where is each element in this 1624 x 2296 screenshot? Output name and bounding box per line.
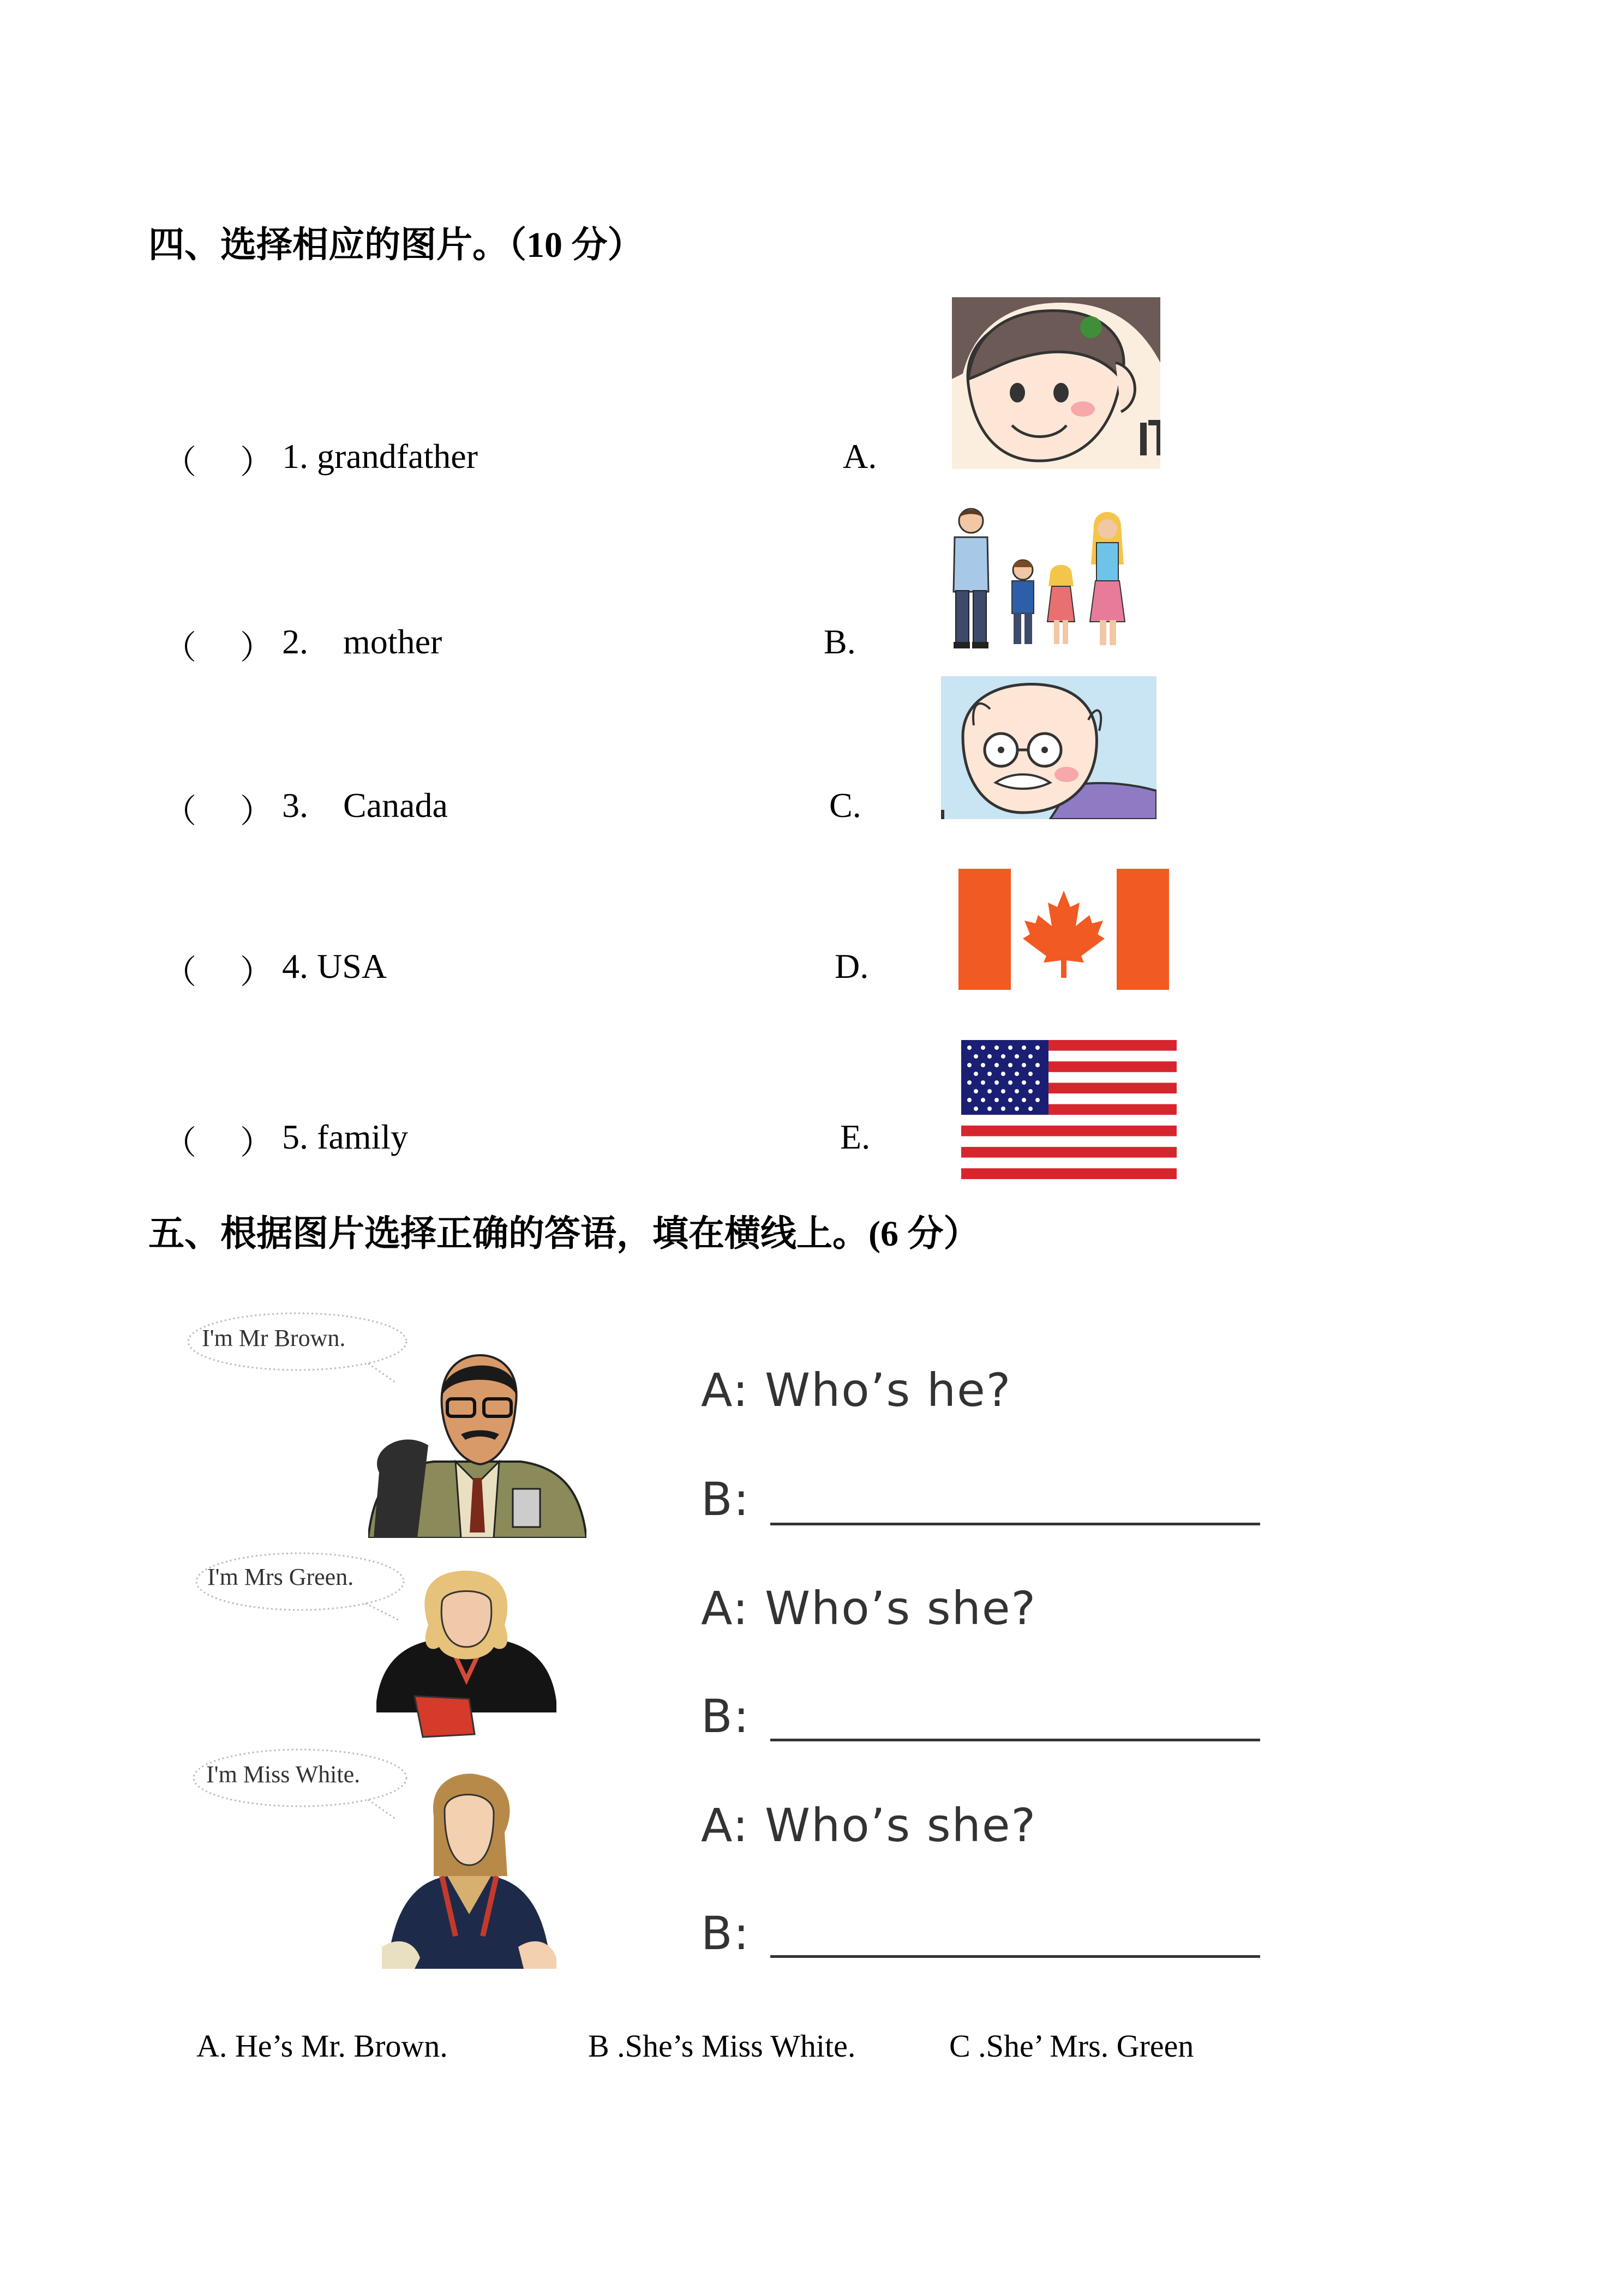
option-letter-c: C.	[829, 786, 861, 825]
answer-option-c: C .She’ Mrs. Green	[949, 2028, 1194, 2064]
answer-option-a: A. He’s Mr. Brown.	[196, 2028, 448, 2064]
mother-face-picture	[952, 297, 1160, 469]
answer-paren-close-4: ）	[240, 954, 273, 990]
option-letter-a: A.	[843, 437, 877, 476]
dialogue-question-1: A: Who’s he?	[701, 1363, 1012, 1417]
bubble-text-2: I'm Mrs Green.	[207, 1564, 354, 1590]
answer-line-1[interactable]	[770, 1523, 1260, 1525]
question-text-5: 5. family	[282, 1117, 409, 1156]
answer-paren-open-4[interactable]: （	[164, 954, 196, 990]
canada-flag-picture	[958, 869, 1169, 990]
dialogue-b-label-3: B:	[701, 1907, 750, 1960]
bubble-text-3: I'm Miss White.	[206, 1761, 361, 1788]
question-text-4: 4. USA	[282, 947, 387, 985]
dialogue-question-3: A: Who’s she?	[701, 1799, 1037, 1852]
answer-paren-close-1: ）	[240, 444, 273, 480]
answer-paren-open-3[interactable]: （	[164, 794, 196, 830]
dialogue-b-label-1: B:	[701, 1472, 750, 1526]
answer-option-b: B .She’s Miss White.	[588, 2028, 856, 2064]
mrs-green-picture	[376, 1571, 556, 1740]
answer-paren-close-2: ）	[240, 630, 273, 666]
dialogue-b-label-2: B:	[701, 1690, 750, 1743]
answer-paren-close-3: ）	[240, 794, 273, 830]
option-letter-d: D.	[835, 947, 869, 985]
answer-paren-open-1[interactable]: （	[164, 444, 196, 480]
mr-brown-picture	[368, 1353, 586, 1538]
family-picture	[938, 504, 1146, 652]
section-4-heading: 四、选择相应的图片。（10 分）	[148, 225, 644, 265]
answer-paren-open-2[interactable]: （	[164, 630, 196, 666]
section-5-heading: 五、根据图片选择正确的答语，填在横线上。(6 分）	[148, 1214, 980, 1254]
usa-flag-picture	[961, 1040, 1177, 1179]
question-text-2: 2. mother	[282, 622, 442, 661]
bubble-text-1: I'm Mr Brown.	[202, 1325, 346, 1351]
answer-paren-close-5: ）	[240, 1125, 273, 1161]
miss-white-picture	[382, 1772, 556, 1969]
option-letter-e: E.	[840, 1117, 871, 1156]
answer-line-3[interactable]	[770, 1955, 1260, 1958]
answer-line-2[interactable]	[770, 1739, 1260, 1741]
question-text-1: 1. grandfather	[282, 437, 478, 476]
question-text-3: 3. Canada	[282, 786, 448, 825]
grandfather-picture	[941, 676, 1156, 819]
dialogue-question-2: A: Who’s she?	[701, 1582, 1037, 1635]
option-letter-b: B.	[824, 622, 856, 661]
answer-paren-open-5[interactable]: （	[164, 1125, 196, 1161]
